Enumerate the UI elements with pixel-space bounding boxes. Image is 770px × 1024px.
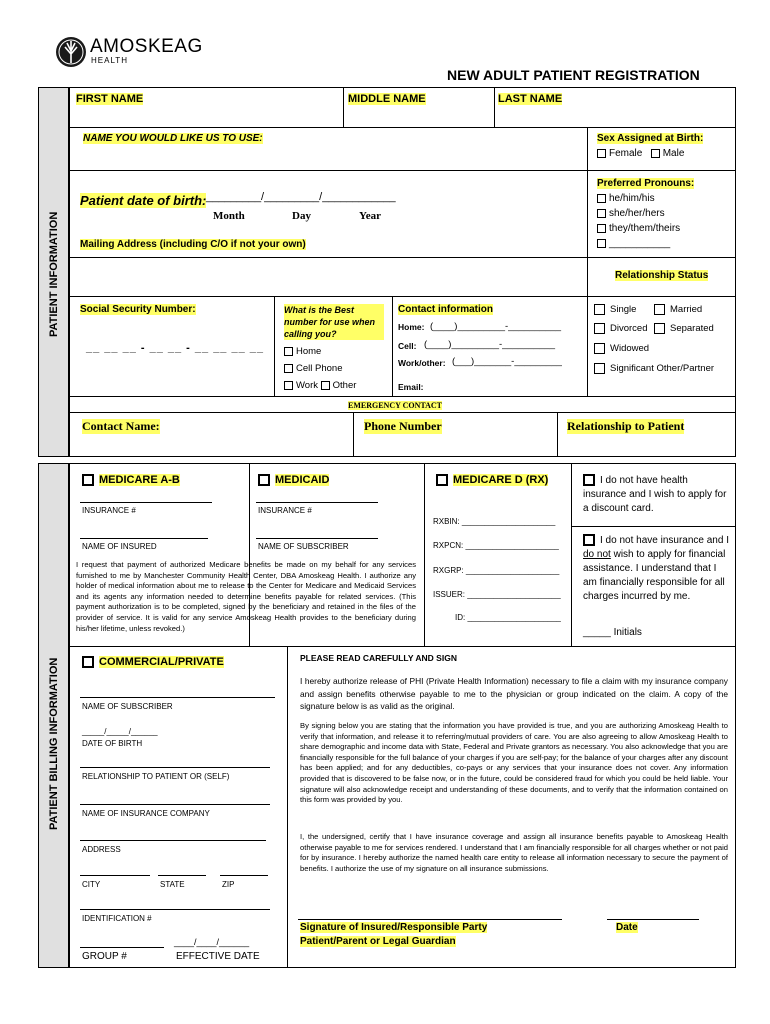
id-field[interactable]: ID: _____________________ <box>455 613 561 622</box>
sex-label: Sex Assigned at Birth: <box>597 133 704 144</box>
sex-male-checkbox[interactable] <box>651 149 660 158</box>
brand-name: AMOSKEAG <box>90 36 203 57</box>
sex-options <box>597 148 684 159</box>
issuer-field[interactable]: ISSUER: _____________________ <box>433 590 561 599</box>
pronouns-label: Preferred Pronouns: <box>597 178 695 189</box>
emergency-relationship: Relationship to Patient <box>567 419 685 433</box>
rs-divorced: Divorced <box>594 323 648 334</box>
rxpcn-field[interactable]: RXPCN: _____________________ <box>433 541 559 550</box>
medicare-ab-checkbox[interactable] <box>82 474 94 486</box>
signature-label-1: Signature of Insured/Responsible Party <box>300 922 488 933</box>
sex-female-label: Female <box>609 148 643 159</box>
commercial-city: CITY <box>82 880 101 889</box>
commercial-effective: EFFECTIVE DATE <box>176 951 260 962</box>
commercial-zip: ZIP <box>222 880 235 889</box>
sex-female-checkbox[interactable] <box>597 149 606 158</box>
pronoun-option-4: ___________ <box>597 238 670 249</box>
pronoun-4-checkbox[interactable] <box>597 239 606 248</box>
rs-single: Single <box>594 304 636 315</box>
consent-paragraph-1: I hereby authorize release of PHI (Private Health Information) necessary to file a claim with my insurance company and assign benefits otherwise payable to me to the physician or group indicated on the claim. A copy of the signature below is as valid as the original. <box>300 676 728 711</box>
tree-logo-icon <box>55 36 87 68</box>
billing-info-label: PATIENT BILLING INFORMATION <box>48 657 60 830</box>
rs-partner: Significant Other/Partner <box>594 363 714 374</box>
preferred-name-label: NAME YOU WOULD LIKE US TO USE: <box>83 133 263 144</box>
home-phone-blank[interactable]: (____)_________-__________ <box>430 321 562 332</box>
date-label: Date <box>616 922 638 933</box>
medicare-name-insured: NAME OF INSURED <box>82 542 157 551</box>
medicare-d-checkbox[interactable] <box>436 474 448 486</box>
best-work-option: Work Other <box>284 380 356 391</box>
commercial-option: COMMERCIAL/PRIVATE <box>82 656 224 668</box>
medicaid-name-subscriber: NAME OF SUBSCRIBER <box>258 542 349 551</box>
married-checkbox[interactable] <box>654 304 665 315</box>
first-name-label: FIRST NAME <box>76 93 144 105</box>
pronoun-3-checkbox[interactable] <box>597 224 606 233</box>
cell-checkbox[interactable] <box>284 364 293 373</box>
no-insurance-discount-checkbox[interactable] <box>583 474 595 486</box>
sex-male-label: Male <box>662 148 685 159</box>
medicaid-checkbox[interactable] <box>258 474 270 486</box>
pronoun-1-checkbox[interactable] <box>597 194 606 203</box>
email-label: Email: <box>398 382 424 392</box>
page-title: NEW ADULT PATIENT REGISTRATION <box>447 67 700 83</box>
commercial-company: NAME OF INSURANCE COMPANY <box>82 809 210 818</box>
initials-field[interactable]: _____ Initials <box>583 627 642 638</box>
best-number-question: What is the Best number for use when calling you? <box>284 304 384 340</box>
date-line[interactable] <box>607 919 699 920</box>
emergency-phone: Phone Number <box>364 419 442 433</box>
pronoun-option-1: he/him/his <box>597 193 655 204</box>
dob-day: Day <box>292 210 311 222</box>
no-insurance-financial: I do not have insurance and I do not wish to apply for financial assistance. I understand that I am financially responsible for all charges incurred by me. <box>583 535 729 602</box>
commercial-state: STATE <box>160 880 185 889</box>
home-label: Home: <box>398 322 425 332</box>
no-insurance-discount: I do not have health insurance and I wish to apply for a discount card. <box>583 475 727 514</box>
partner-checkbox[interactable] <box>594 363 605 374</box>
signature-label-2: Patient/Parent or Legal Guardian <box>300 936 456 947</box>
commercial-dob-blank[interactable]: _____/_____/______ <box>82 727 158 736</box>
emergency-contact-name: Contact Name: <box>82 419 160 433</box>
medicare-ab-option: MEDICARE A-B <box>82 474 180 486</box>
consent-header: PLEASE READ CAREFULLY AND SIGN <box>300 653 457 663</box>
medicare-d-option: MEDICARE D (RX) <box>436 474 548 486</box>
work-checkbox[interactable] <box>284 381 293 390</box>
rxgrp-field[interactable]: RXGRP: _____________________ <box>433 566 560 575</box>
home-checkbox[interactable] <box>284 347 293 356</box>
best-cell-option: Cell Phone <box>284 363 342 374</box>
medicaid-option: MEDICAID <box>258 474 329 486</box>
consent-paragraph-2: By signing below you are stating that the information you have provided is true, and you are authorizing Amoskeag Health to verify that information, and release it to referring/mutual providers of care. You are also agreeing to allow Amoskeag Health to share demographic and income data with State, Federal and Private grantors as necessary. You also acknowledge that you are financially responsible for the full balance of your charges if you are self-pay; for the balance of your charges after any discount has been applied; and for any deductibles, co-pays or any services that your insurance does not cover. Any information provided that is discovered to be false now, or in the future, could be considered fraud for which you could be held liable. Your signature will also acknowledge receipt and understanding of these documents, and to verify that the information contained on this form was provided by you. <box>300 721 728 805</box>
work-label: Work/other: <box>398 358 446 368</box>
commercial-dob: DATE OF BIRTH <box>82 739 143 748</box>
commercial-id: IDENTIFICATION # <box>82 914 152 923</box>
pronoun-option-2: she/her/hers <box>597 208 665 219</box>
cell-phone-blank[interactable]: (____)_________-__________ <box>424 339 556 350</box>
commercial-effective-blank[interactable]: ____/____/______ <box>174 937 250 947</box>
commercial-group: GROUP # <box>82 951 127 962</box>
widowed-checkbox[interactable] <box>594 343 605 354</box>
dob-year: Year <box>359 210 381 222</box>
medicaid-insurance-no: INSURANCE # <box>258 506 312 515</box>
rs-separated: Separated <box>654 323 714 334</box>
best-home-option: Home <box>284 346 321 357</box>
relationship-status-label: Relationship Status <box>615 270 709 281</box>
mailing-address-label: Mailing Address (including C/O if not your own) <box>80 239 306 250</box>
signature-line[interactable] <box>298 919 562 920</box>
ssn-blank[interactable]: __ __ __ - __ __ - __ __ __ __ <box>86 342 265 354</box>
contact-info-label: Contact information <box>398 304 493 315</box>
pronoun-2-checkbox[interactable] <box>597 209 606 218</box>
divorced-checkbox[interactable] <box>594 323 605 334</box>
medicare-insurance-no: INSURANCE # <box>82 506 136 515</box>
dob-month: Month <box>213 210 245 222</box>
last-name-label: LAST NAME <box>498 93 563 105</box>
single-checkbox[interactable] <box>594 304 605 315</box>
dob-blank[interactable]: _________/_________/____________ <box>206 191 396 203</box>
commercial-checkbox[interactable] <box>82 656 94 668</box>
medicare-request-text: I request that payment of authorized Medicare benefits be made on my behalf for any services furnished to me by Manchester Community Health Center, DBA Amoskeag Health. I authorize any holder of medical information about me to release to the Center for Medicare and Medicaid Services and its agents any information needed to determine benefits payable for related services. (This payment authorization is to be completed, signed by the beneficiary and retained in the files of the provider of service. It is valid for any service Amoskeag Health provides to the beneficiary during his/her lifetime, unless revoked.) <box>76 560 416 633</box>
rs-widowed: Widowed <box>594 343 649 354</box>
brand-logo <box>55 36 87 68</box>
brand-sub: HEALTH <box>91 56 128 65</box>
rxbin-field[interactable]: RXBIN: _____________________ <box>433 517 556 526</box>
dob-label: Patient date of birth: <box>80 193 207 208</box>
commercial-address: ADDRESS <box>82 845 121 854</box>
commercial-subscriber: NAME OF SUBSCRIBER <box>82 702 173 711</box>
patient-info-label: PATIENT INFORMATION <box>48 211 60 337</box>
work-phone-blank[interactable]: (___)_______-_________ <box>452 356 562 367</box>
commercial-relationship: RELATIONSHIP TO PATIENT OR (SELF) <box>82 772 230 781</box>
emergency-header: EMERGENCY CONTACT <box>348 401 443 410</box>
middle-name-label: MIDDLE NAME <box>348 93 426 105</box>
ssn-label: Social Security Number: <box>80 304 196 315</box>
no-insurance-financial-checkbox[interactable] <box>583 534 595 546</box>
other-checkbox[interactable] <box>321 381 330 390</box>
cell-label: Cell: <box>398 341 417 351</box>
pronoun-option-3: they/them/theirs <box>597 223 680 234</box>
rs-married: Married <box>654 304 702 315</box>
consent-paragraph-3: I, the undersigned, certify that I have insurance coverage and assign all insurance benefits payable to Amoskeag Health otherwise payable to me for services rendered. I understand that I am financially responsible for all charges whether or not paid for by insurance. I hereby authorize the named health care entity to release all information necessary to secure the payment of benefits. I authorize the use of my signature on all insurance submissions. <box>300 832 728 873</box>
separated-checkbox[interactable] <box>654 323 665 334</box>
